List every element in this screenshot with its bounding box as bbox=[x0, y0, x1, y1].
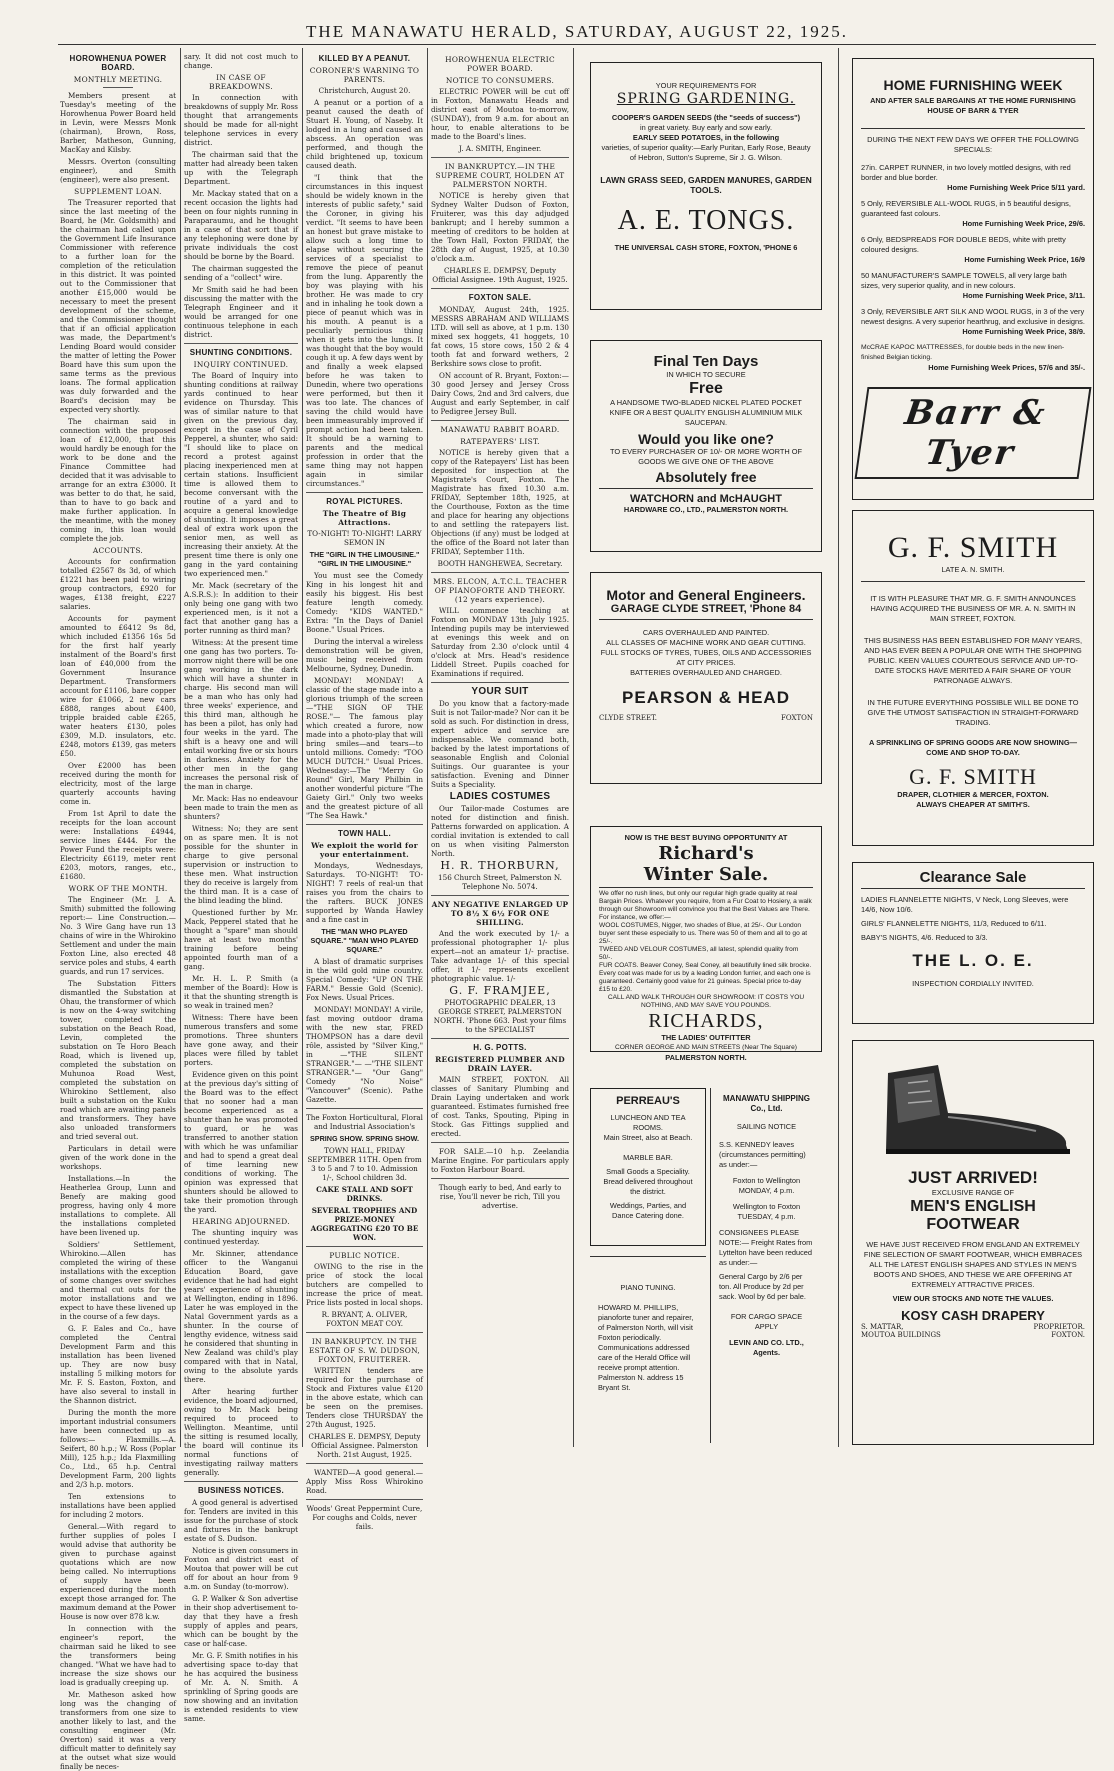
ad-advertiser-name: KOSY CASH DRAPERY bbox=[901, 1308, 1045, 1323]
ad-line: EARLY SEED POTATOES, in the following bbox=[632, 133, 780, 142]
column-shunting bbox=[184, 52, 298, 1723]
paragraph: Members present at Tuesday's meeting of the Horowhenua Power Board held in Levin, were Messrs Monk (chairman), Brown, Ross, Barber, Matheson, Gunning, MacKay and Kilsby. bbox=[60, 91, 176, 154]
section-subheading: ANY NEGATIVE ENLARGED UP TO 8½ X 6½ FOR ONE SHILLING. bbox=[431, 900, 569, 927]
paragraph: Mr. H. L. P. Smith (a member of the Board): How is it that the shunting strength is so weak in trained men? bbox=[184, 974, 298, 1010]
article-subheading: We exploit the world for your entertainment. bbox=[311, 841, 418, 859]
ad-line: A HANDSOME TWO-BLADED NICKEL PLATED POCKET KNIFE OR A BEST QUALITY ENGLISH ALUMINIUM MILK SAUCEPAN. bbox=[609, 398, 803, 427]
article-subheading: MONTHLY MEETING. bbox=[73, 75, 163, 84]
paragraph: NOTICE is hereby given that a copy of the Ratepayers' List has been deposited for inspection at the Magistrate's Court, Foxton. The Magistrate has fixed 10.30 a.m. FRIDAY, September 18th, 1925, at the Courthouse, Foxton as the time and place for hearing any objections to and settling the ratepayers list. Objections (if any) must be lodged at the office of the Board not later than FRIDAY, September 11th. bbox=[431, 448, 569, 556]
dateline: Christchurch, August 20. bbox=[318, 86, 411, 95]
ad-heading: SPRING GARDENING. bbox=[616, 91, 796, 107]
column-divider bbox=[427, 48, 428, 1447]
ad-line: varieties, of superior quality:—Early Puritan, Early Rose, Beauty of Hebron, Sutton's Supreme, Sir J. G. Wilson. bbox=[601, 143, 811, 162]
divider bbox=[184, 343, 298, 344]
article-subheading: INQUIRY CONTINUED. bbox=[193, 360, 289, 369]
boot-illustration-icon bbox=[868, 1053, 1078, 1158]
paragraph: MAIN STREET, FOXTON. All classes of Sanitary Plumbing and Drain Laying undertaken and work guaranteed. Estimates furnished free of cost. Tanks, Spouting, Piping in Stock. Gas Fittings supplied and erected. bbox=[431, 1075, 569, 1138]
section-subheading: HEARING ADJOURNED. bbox=[192, 1217, 290, 1226]
ad-heading: HOME FURNISHING WEEK bbox=[883, 77, 1063, 93]
ad-piano-tuning bbox=[590, 1256, 706, 1446]
divider bbox=[431, 1142, 569, 1143]
paragraph: Soldiers' Settlement, Whirokino.—Allen has completed the wiring of these installations with the exception of some changes over switches and thermal cut outs for the motor installations and we expect to have these livened up in the course of a few days. bbox=[60, 1240, 176, 1321]
ad-loe bbox=[852, 862, 1094, 1024]
ad-heading: Would you like one? bbox=[638, 431, 774, 447]
ad-line: THIS BUSINESS HAS BEEN ESTABLISHED FOR MANY YEARS, AND HAS EVER BEEN A POPULAR ONE WITH THE SHOPPING PUBLIC. KEEN VALUES COURTEOUS SERVICE AND UP-TO-DATE STOCKS HAVE MERITED A FAIR SHARE OF YOUR PATRONAGE ALWAYS. bbox=[863, 636, 1083, 685]
divider bbox=[431, 682, 569, 683]
ad-line: 6 Only, BEDSPREADS FOR DOUBLE BEDS, white with pretty coloured designs. bbox=[861, 235, 1066, 254]
paragraph: A good general is advertised for. Tenders are invited in this issue for the purchase of stock and fixtures in the bankrupt estate of S. Dudson. bbox=[184, 1498, 298, 1543]
section-subheading: HOROWHENUA ELECTRIC POWER BOARD. bbox=[445, 55, 555, 73]
ad-line: DURING THE NEXT FEW DAYS WE OFFER THE FOLLOWING SPECIALS: bbox=[861, 128, 1085, 155]
section-subheading: IN BANKRUPTCY. IN THE ESTATE OF S. W. DUDSON, FOXTON, FRUITERER. bbox=[308, 1337, 421, 1364]
ad-line: BATTERIES OVERHAULED AND CHARGED. bbox=[630, 668, 782, 677]
ad-line: 27in. CARPET RUNNER, in two lovely mottled designs, with red border and blue border. bbox=[861, 163, 1071, 182]
ad-line: EXCLUSIVE RANGE OF bbox=[931, 1188, 1015, 1197]
ad-heading: Motor and General Engineers. bbox=[606, 587, 806, 603]
ad-line: YOUR REQUIREMENTS FOR bbox=[655, 81, 757, 90]
paragraph: The Substation Fitters dismantled the Substation at Ohau, the transformer of which is now on the 4-way switching tower, completed the substation on the Beach Road, Levin, completed the substation on Te Horo Beach Road, which is livened up, completed the substation on Muhunoa Road West, completed the substation on Whirokino Settlement, also built a substation on the Kuku road which are awaiting panels and transformers. They have also unloaded transformers and tried several out. bbox=[60, 979, 176, 1141]
signature: J. A. SMITH, Engineer. bbox=[458, 144, 542, 153]
ad-kosy bbox=[852, 1040, 1094, 1445]
paragraph: General.—With regard to further supplies of poles I would advise that authority be given to purchase against quotations which are now being called. No interruptions of supply have been experienced during the month except those arranged for. The maximum demand at the Power House is now over 878 k.w. bbox=[60, 1522, 176, 1621]
signature: CHARLES E. DEMPSY, Deputy Official Assignee. Palmerston North. 21st August, 1925. bbox=[308, 1432, 421, 1459]
signature: BOOTH HANGHEWEA, Secretary. bbox=[437, 559, 563, 568]
paragraph: From 1st April to date the receipts for the loan account were: Installations £4944, service lines £444. For the Power Fund the receipts were: Electricity £6119, meter rent £203, motors, ranges, etc., £1680. bbox=[60, 809, 176, 881]
column-divider bbox=[573, 48, 574, 1447]
section-subheading: NOTICE TO CONSUMERS. bbox=[445, 76, 555, 85]
ad-line: HOWARD M. PHILLIPS, pianoforte tuner and repairer, of Palmerston North, will visit Foxton periodically. Communications addressed care of the Herald Office will receive prompt attention. Palmerston N. address 15 Bryant St. bbox=[598, 1303, 694, 1392]
paragraph: Witness: There have been numerous transfers and some promotions. Three shunters have gone away, and their places were filled by tablet porters. bbox=[184, 1013, 298, 1067]
ad-line: ALWAYS CHEAPER AT SMITH'S. bbox=[916, 800, 1030, 809]
ad-line: IN THE FUTURE EVERYTHING POSSIBLE WILL BE DONE TO GIVE THE UTMOST SATISFACTION IN STRAIGHT-FORWARD TRADING. bbox=[867, 698, 1079, 727]
paragraph: In connection with breakdowns of supply Mr. Ross thought that arrangements should be made for all-night telephone services in every district. bbox=[184, 93, 298, 147]
article-heading: SHUNTING CONDITIONS. bbox=[189, 348, 293, 357]
paragraph: A peanut or a portion of a peanut caused the death of Stuart H. Young, of Naseby. It lodged in a lung and caused an abscess. An operation was performed, and though the child brightened up, toxicum caused death. bbox=[306, 98, 423, 170]
divider bbox=[431, 572, 569, 573]
paragraph: Questioned further by Mr. Mack, Pepperel stated that he thought a "spare" man should have at least two months' training before being appointed fourth man of a gang. bbox=[184, 908, 298, 971]
divider bbox=[306, 492, 423, 493]
cake-stall: CAKE STALL AND SOFT DRINKS. bbox=[316, 1185, 413, 1203]
section-subheading: SUPPLEMENT LOAN. bbox=[74, 187, 162, 196]
paragraph: In connection with the engineer's report, the chairman said he liked to see the transformers being changed. "What we have had to increase the size shows our load is gradually creeping up. bbox=[60, 1624, 176, 1687]
section-subheading: IN CASE OF BREAKDOWNS. bbox=[209, 73, 273, 91]
ad-line: WOOL COSTUMES, Nigger, two shades of Blue, at 25/-. Our London buyer sent these especially to us. There was 50 of them and all to go at 25/-. bbox=[599, 922, 808, 945]
paragraph: Witness: At the present time one gang has two porters. To-morrow night there will be one gang working in the dark which will have a shunter in charge. His second man will be a man who has only had three weeks' experience, and this third man, although he has been a pilot, has only had four weeks in the yard. The shift is a heavy one and will entail working five or six hours in darkness. Anxiety for the other men in the gang increases the personal risk of the man in charge. bbox=[184, 638, 298, 791]
paragraph: Do you know that a factory-made Suit is not Tailor-made? Nor can it be sold as such. For distinction in dress, expert advice and service are indispensable. We command both, backed by the latest importations of seasonable English and Colonial Suitings. Our guarantee is your satisfaction. Evening and Dinner Suits a Speciality. bbox=[431, 699, 569, 789]
paragraph: The chairman said that the matter had already been taken up with the Telegraph Department. bbox=[184, 150, 298, 186]
ad-price: Home Furnishing Week Price, 38/9. bbox=[962, 327, 1085, 336]
ad-heading: Final Ten Days bbox=[653, 353, 759, 370]
ad-heading: PIANO TUNING. bbox=[620, 1283, 676, 1292]
paragraph: During the month the more important industrial consumers have been connected up as follows:— Flaxmills.—A. Seifert, 80 h.p.; W. Ross (Poplar Mill), 125 h.p.; Ida Flaxmilling Co., Ltd., 65 h.p. Central Development Farm, 200 lights and 2/3 h.p. motors. bbox=[60, 1408, 176, 1489]
ad-line: PALMERSTON NORTH. bbox=[665, 1053, 747, 1062]
divider bbox=[103, 87, 133, 88]
paragraph: Though early to bed, And early to rise, You'll never be rich, Till you advertise. bbox=[438, 1183, 562, 1210]
paragraph: NOTICE is hereby given that Sydney Walter Dudson of Foxton, Fruiterer, was this day adjudged bankrupt; and I hereby summon a meeting of creditors to be holden at the Town Hall, Foxton FRIDAY, the 28th day of August, 1925, at 10.30 o'clock a.m. bbox=[431, 191, 569, 263]
paragraph: Mr. Skinner, attendance officer to the Wanganui Education Board, gave evidence that he had had eight years' experience of shunting at Wellington, ending in 1896. Later he was employed in the Natal Government yards as a shunter. In the course of lengthy evidence, witness said he considered that shunting in New Zealand was child's play compared with that in Natal, owing to the absolute yards there. bbox=[184, 1249, 298, 1384]
ad-line: THE LADIES' OUTFITTER bbox=[661, 1033, 751, 1042]
ad-line: AND AFTER SALE BARGAINS AT THE HOME FURNISHING HOUSE OF BARR & TYER bbox=[870, 96, 1076, 115]
ad-line: General Cargo by 2/6 per ton. All Produce by 2d per sack. Wool by 6d per bale. bbox=[719, 1272, 806, 1301]
ad-footer bbox=[599, 714, 813, 722]
ad-line: COOPER'S GARDEN SEEDS (the "seeds of success") bbox=[611, 113, 801, 122]
paragraph: ON account of R. Bryant, Foxton:—30 good Jersey and Jersey Cross Dairy Cows, 2nd and 3rd calvers, due August and early September, in calf to Pedigree Jersey Bull. bbox=[431, 371, 569, 416]
ad-line: LEVIN AND CO. LTD., Agents. bbox=[729, 1338, 804, 1357]
ad-heading: FOOTWEAR bbox=[926, 1216, 1020, 1233]
divider bbox=[431, 895, 569, 896]
paragraph: MONDAY! MONDAY! A virile, fast moving outdoor drama with the new star, FRED THOMPSON has a dare devil rôle, assisted by "Silver King," in —"THE SILENT STRANGER."— —"THE SILENT STRANGER."— "Our Gang" Comedy "No Noise" "Vancouver" (Scenic). Pathe Gazette. bbox=[306, 1005, 423, 1104]
ad-heading: MANAWATU SHIPPING Co., Ltd. bbox=[723, 1094, 810, 1113]
paragraph: Mr. Mack (secretary of the A.S.R.S.): In addition to their only being one gang with two experienced men, is it not a fact that another gang has a porter running as third man? bbox=[184, 581, 298, 635]
ad-line: Foxton to Wellington MONDAY, 4 p.m. bbox=[732, 1176, 801, 1195]
ad-advertiser-name: WATCHORN and McHAUGHT bbox=[630, 493, 782, 505]
paragraph: "I think that the circumstances in this inquest should be widely known in the interests of public safety," said the Coroner, in giving his verdict. "It seems to have been an honest but grave mistake to allow such a long time to elapse without securing the services of a specialist to remove the piece of peanut from the lung. Apparently the boy was playing with his brother. He was made to cry and in inhaling he took down a piece of peanut which was in his mouth. A peanut is a peculiarly pernicious thing when it gets into the lungs. It was thought that the boy would cough it up. A few days went by and finally a week elapsed before he was taken to Dunedin, where two operations were performed, but then it was too late. The chances of saving the child would have been immeasurably improved if prompt action had been taken. It should be a warning to parents and the medical profession in order that the same thing may not happen again in similar circumstances." bbox=[306, 173, 423, 488]
ad-heading: Richard's bbox=[658, 843, 754, 864]
ad-line: IN WHICH TO SECURE bbox=[666, 370, 746, 379]
ad-price: Home Furnishing Week Price 5/11 yard. bbox=[947, 183, 1085, 192]
paragraph: The chairman said in connection with the proposed loan of £12,000, that this would hardly be enough for the work to be done and the Finance Committee had decided that it was advisable to arrange for an extra £3000. It was better to do that, he said, than to have to go back and make further application. In the meantime, with the money coming in, this loan would complete the job. bbox=[60, 417, 176, 543]
paragraph: Accounts for confirmation totalled £2567 8s 3d, of which £1221 has been paid to wiring group contractors, £920 for wages, £138 freight, £227 salaries. bbox=[60, 557, 176, 611]
ad-shipping bbox=[710, 1088, 822, 1443]
ad-line: 5 Only, REVERSIBLE ALL-WOOL RUGS, in 5 beautiful designs, guaranteed fast colours. bbox=[861, 199, 1071, 218]
column-notices bbox=[431, 52, 569, 1442]
paragraph: TO-NIGHT! TO-NIGHT! LARRY SEMON IN bbox=[307, 529, 422, 547]
ad-line: LAWN GRASS SEED, GARDEN MANURES, GARDEN TOOLS. bbox=[600, 175, 812, 195]
divider bbox=[306, 1332, 423, 1333]
paragraph: Over £2000 has been received during the month for electricity, most of the large quarterly accounts having come in. bbox=[60, 761, 176, 806]
show-title: SPRING SHOW. SPRING SHOW. bbox=[309, 1134, 420, 1143]
section-subheading: WORK OF THE MONTH. bbox=[68, 884, 168, 893]
article-heading: HOROWHENUA POWER BOARD. bbox=[69, 54, 167, 72]
article-heading: FOXTON SALE. bbox=[468, 293, 532, 302]
section-subheading: IN BANKRUPTCY.—IN THE SUPREME COURT, HOLDEN AT PALMERSTON NORTH. bbox=[435, 162, 565, 189]
ad-heading: Free bbox=[689, 380, 723, 397]
ad-richards bbox=[590, 826, 822, 1062]
ad-price: Home Furnishing Week Price, 16/9 bbox=[964, 255, 1085, 264]
ad-line: FOR CARGO SPACE APPLY bbox=[730, 1312, 803, 1331]
ad-line: IT IS WITH PLEASURE THAT MR. G. F. SMITH ANNOUNCES HAVING ACQUIRED THE BUSINESS OF MR. A. N. SMITH IN MAIN STREET, FOXTON. bbox=[870, 594, 1076, 623]
divider bbox=[306, 824, 423, 825]
advertiser-name: H. R. THORBURN, bbox=[440, 859, 560, 872]
section-subheading: ACCOUNTS. bbox=[92, 546, 144, 555]
ad-line: VIEW OUR STOCKS AND NOTE THE VALUES. bbox=[892, 1294, 1054, 1303]
barr-tyer-logo: Barr & Tyer bbox=[855, 387, 1092, 479]
ad-barr-tyer bbox=[852, 58, 1094, 500]
ad-heading: GARAGE CLYDE STREET, 'Phone 84 bbox=[599, 603, 813, 620]
ad-line: LUNCHEON AND TEA ROOMS. bbox=[610, 1113, 686, 1132]
ad-line: CARS OVERHAULED AND PAINTED. bbox=[642, 628, 770, 637]
paragraph: The shunting inquiry was continued yesterday. bbox=[184, 1228, 298, 1246]
ad-line: We offer no rush lines, but only our regular high grade quality at real Bargain Prices. Whatever you require, from a Fur Coat to Hosiery, a walk through our Showroom will convince you that the Best Values are There. For instance, we offer:— bbox=[599, 890, 812, 921]
barr-tyer-logo-wrap bbox=[861, 387, 1085, 479]
article-heading: KILLED BY A PEANUT. bbox=[318, 54, 411, 63]
paragraph: WILL commence teaching at Foxton on MONDAY 13th July 1925. Intending pupils may be interviewed at evenings this week and on Saturday from 2.30 o'clock until 4 o'clock at Mrs. Head's residence Liddell Street. Pupils coached for Examinations if required. bbox=[431, 606, 569, 678]
film-title: THE "MAN WHO PLAYED SQUARE." "MAN WHO PLAYED SQUARE." bbox=[310, 927, 419, 954]
divider bbox=[306, 1246, 423, 1247]
ad-line: 3 Only, REVERSIBLE ART SILK AND WOOL RUGS, in 3 of the very newest designs. A very superior hearthrug, and exclusive in designs. bbox=[861, 307, 1085, 326]
ad-line: 50 MANUFACTURER'S SAMPLE TOWELS, all very large bath sizes, very superior quality, and in new colours. bbox=[861, 271, 1067, 290]
article-subheading: CORONER'S WARNING TO PARENTS. bbox=[309, 66, 420, 84]
ad-line: FUR COATS. Beaver Coney, Seal Coney, all beautifully lined silk brocke. Every coat was made for us by a leading London furrier, and each one is guaranteed. Certainly good value for 21 guineas. Special price to-day £15 to £20. bbox=[599, 962, 812, 993]
paragraph: MONDAY! MONDAY! A classic of the stage made into a glorious triumph of the screen —"THE SIGN OF THE ROSE."— The famous play which created a furore, now made into a photo-play that will bring smiles—and tears—to untold millions. Comedy: "TOO MUCH DUTCH." Usual Prices. Wednesday:—The "Merry Go Round" Girl, Mary Philbin in another wonderful picture "The Gaiety Girl." Only two weeks and the greatest picture of all "The Sea Hawk." bbox=[306, 676, 423, 820]
ad-footer bbox=[861, 1331, 1085, 1339]
paragraph: PHOTOGRAPHIC DEALER, 13 GEORGE STREET, PALMERSTON NORTH. 'Phone 663. Post your films to the SPECIALIST bbox=[433, 998, 567, 1034]
paragraph: And the work executed by 1/- a professional photographer 1/- plus expert—not an amateur 1/- practise. Take advantage 1/- of this special offer, it 1/- represents excellent photographic value. 1/- bbox=[431, 929, 569, 983]
ad-line: WE HAVE JUST RECEIVED FROM ENGLAND AN EXTREMELY FINE SELECTION OF SMART FOOTWEAR, WHICH EMBRACES ALL THE LATEST ENGLISH SHAPES AND STYLES IN MEN'S BOOTS AND SHOES, AND THESE WE ARE OFFERING AT EXTREMELY ATTRACTIVE PRICES. bbox=[863, 1240, 1083, 1289]
paragraph: The Foxton Horticultural, Floral and Industrial Association's bbox=[306, 1113, 423, 1131]
film-title: THE "GIRL IN THE LIMOUSINE." "GIRL IN THE LIMOUSINE." bbox=[309, 550, 420, 568]
article-heading: ROYAL PICTURES. bbox=[326, 497, 403, 506]
paragraph: ELECTRIC POWER will be cut off in Foxton, Manawatu Heads and district east of Moutoa to-morrow, (SUNDAY), from 9 a.m. for about an hour, to enable alterations to be made to the Board's lines. bbox=[431, 87, 569, 141]
article-heading: TOWN HALL. bbox=[337, 829, 392, 838]
paragraph: You must see the Comedy King in his longest hit and easily his biggest. His best feature length comedy. Comedy: "KIDS WANTED." Extra: "In the Days of Daniel Boone." Usual Prices. bbox=[306, 571, 423, 634]
paragraph: Mr. Mack: Has no endeavour been made to train the men as shunters? bbox=[184, 794, 298, 821]
signature: R. BRYANT, A. OLIVER, FOXTON MEAT COY. bbox=[321, 1310, 408, 1328]
paragraph: Mr. G. F. Smith notifies in his advertising space to-day that he has acquired the business of Mr. A. N. Smith. A sprinkling of Spring goods are now showing and an invitation is extended residents to view same. bbox=[184, 1651, 298, 1723]
ad-heading: PERREAU'S bbox=[616, 1095, 680, 1107]
column-divider bbox=[180, 48, 181, 1447]
paragraph: Mondays, Wednesdays, Saturdays. TO-NIGHT! TO-NIGHT! 7 reels of real-un that raises you from the chairs to the rafters. BUCK JONES supported by Wanda Hawley and a fine cast in bbox=[306, 861, 423, 924]
advertiser-name: G. F. FRAMJEE, bbox=[449, 984, 551, 997]
ad-line: GIRLS' FLANNELETTE NIGHTS, 11/3, Reduced to 6/11. bbox=[861, 919, 1047, 928]
ad-heading: Absolutely free bbox=[599, 469, 813, 489]
ad-line: BABY'S NIGHTS, 4/6. Reduced to 3/3. bbox=[861, 933, 988, 942]
paragraph: Our Tailor-made Costumes are noted for distinction and finish. Patterns forwarded on application. A cordial invitation is extended to call on us when visiting Palmerston North. bbox=[431, 804, 569, 858]
ad-line: CALL AND WALK THROUGH OUR SHOWROOM: IT COSTS YOU NOTHING, AND MAY SAVE YOU POUNDS. bbox=[607, 994, 805, 1009]
ad-line: S.S. KENNEDY leaves (circumstances permitting) as under:— bbox=[719, 1140, 806, 1169]
ad-line: THE UNIVERSAL CASH STORE, FOXTON, 'PHONE 6 bbox=[614, 243, 798, 252]
ad-advertiser-name: PEARSON & HEAD bbox=[622, 688, 790, 707]
ad-perreau bbox=[590, 1088, 706, 1246]
masthead-rule bbox=[58, 44, 1096, 45]
paragraph: Mr. Mackay stated that on a recent occasion the lights had been on four nights running in Paraparaumu, and he thought in a case of that sort that if any telephoning were done by private individuals the cost should be borne by the Board. bbox=[184, 189, 298, 261]
divider bbox=[306, 1463, 423, 1464]
ad-line: Weddings, Parties, and Dance Catering done. bbox=[609, 1201, 687, 1220]
article-heading: LADIES COSTUMES bbox=[449, 791, 551, 802]
divider bbox=[306, 1499, 423, 1500]
paragraph: sary. It did not cost much to change. bbox=[184, 52, 298, 70]
paragraph: Witness: No; they are sent on as spare men. It is not possible for the shunter in charge to give personal supervision or instruction to these men. What instruction they do receive is largely from the third man. It is a case of the blind leading the blind. bbox=[184, 824, 298, 905]
section-subheading: RATEPAYERS' LIST. bbox=[460, 437, 540, 446]
paragraph: Particulars in detail were given of the work done in the workshops. bbox=[60, 1144, 176, 1171]
ad-line: LATE A. N. SMITH. bbox=[861, 565, 1085, 582]
divider bbox=[306, 1108, 423, 1109]
article-heading: BUSINESS NOTICES. bbox=[197, 1486, 284, 1495]
paragraph: Ten extensions to installations have been applied for including 2 motors. bbox=[60, 1492, 176, 1519]
ad-line: SAILING NOTICE bbox=[736, 1122, 797, 1131]
ad-line: FULL STOCKS OF TYRES, TUBES, OILS AND ACCESSORIES AT CITY PRICES. bbox=[600, 648, 812, 667]
ad-gf-smith bbox=[852, 510, 1094, 846]
paragraph: WRITTEN tenders are required for the purchase of Stock and Fixtures value £120 in the above estate, which can be seen on the premises. Tenders close THURSDAY the 27th August, 1925. bbox=[306, 1366, 423, 1429]
paragraph: Messrs. Overton (consulting engineer), and Smith (engineer), were also present. bbox=[60, 157, 176, 184]
ad-line: FOXTON. bbox=[1051, 1331, 1085, 1339]
paragraph: G. F. Eales and Co., have completed the Central Development Farm and this installation has been livened up. They are now busy installing 5 milking motors for Mr. F. S. Easton, Foxton, and have also several to install in the Shannon district. bbox=[60, 1324, 176, 1405]
trophies: SEVERAL TROPHIES AND PRIZE-MONEY AGGREGATING £20 TO BE WON. bbox=[310, 1206, 419, 1242]
section-subheading: PUBLIC NOTICE. bbox=[329, 1251, 400, 1260]
ad-line: Small Goods a Speciality. Bread delivered throughout the district. bbox=[603, 1167, 693, 1196]
divider bbox=[431, 288, 569, 289]
ad-line: HARDWARE CO., LTD., PALMERSTON NORTH. bbox=[623, 505, 789, 514]
paragraph: TOWN HALL, FRIDAY SEPTEMBER 11TH. Open from 3 to 5 and 7 to 10. Admission 1/-, School children 3d. bbox=[307, 1146, 422, 1182]
column-divider bbox=[838, 48, 839, 1447]
ad-line: McCRAE KAPOC MATTRESSES, for double beds in the new linen-finished Belgian ticking. bbox=[861, 344, 1065, 361]
ad-heading: Winter Sale. bbox=[599, 864, 813, 888]
section-subheading: REGISTERED PLUMBER AND DRAIN LAYER. bbox=[435, 1055, 565, 1073]
divider bbox=[431, 157, 569, 158]
article-heading: YOUR SUIT bbox=[471, 686, 529, 697]
ad-line: TO EVERY PURCHASER OF 10/- OR MORE WORTH OF GOODS WE GIVE ONE OF THE ABOVE bbox=[609, 447, 803, 466]
ad-line: TWEED AND VELOUR COSTUMES, all latest, splendid quality from 50/-. bbox=[599, 946, 799, 961]
paragraph: Woods' Great Peppermint Cure, For coughs and Colds, never fails. bbox=[306, 1504, 423, 1531]
ad-line: CLYDE STREET. bbox=[599, 714, 657, 722]
ad-line: LADIES FLANNELETTE NIGHTS, V Neck, Long Sleeves, were 14/6, Now 10/6. bbox=[861, 895, 1069, 914]
ad-advertiser-name: RICHARDS, bbox=[648, 1010, 764, 1032]
ad-line: ALL CLASSES OF MACHINE WORK AND GEAR CUTTING. bbox=[606, 638, 806, 647]
ad-price: Home Furnishing Week Price, 29/6. bbox=[962, 219, 1085, 228]
paragraph: The Treasurer reported that since the last meeting of the Board, he (Mr. Goldsmith) and the chairman had called upon the Government Life Insurance Commissioner with reference to a further loan for the completion of the reticulation in this district. It was pointed out to the Commissioner that another £15,000 would be necessary to meet the present development of the scheme, and the Commissioner thought that if an official application was made, the Department's Lending Board would consider the matter of letting the Power Board have this sum upon the same terms as the previous loans. The formal application was duly forwarded and the Board's decision may be expected very shortly. bbox=[60, 198, 176, 414]
section-subheading: MANAWATU RABBIT BOARD. bbox=[440, 425, 560, 434]
divider bbox=[431, 1178, 569, 1179]
ad-line: A SPRINKLING OF SPRING GOODS ARE NOW SHOWING—COME AND SHOP TO-DAY. bbox=[868, 738, 1078, 757]
ad-line: CONSIGNEES PLEASE NOTE:— Freight Rates from Lyttelton have been reduced as under:— bbox=[719, 1228, 813, 1267]
ad-heading: JUST ARRIVED! bbox=[908, 1168, 1038, 1187]
paragraph: FOR SALE.—10 h.p. Zeelandia Marine Engine. For particulars apply to Foxton Harbour Board. bbox=[431, 1147, 569, 1174]
ad-line: Wellington to Foxton TUESDAY, 4 p.m. bbox=[732, 1202, 801, 1221]
paragraph: Mr. Matheson asked how long was the changing of transformers from one size to another likely to last, and the consulting engineer (Mr. Overton) said it was a very difficult matter to definitely say at the outset what size would finally be neces- bbox=[60, 1690, 176, 1771]
ad-line: FOXTON bbox=[781, 714, 813, 722]
ad-advertiser-name: G. F. SMITH bbox=[909, 764, 1037, 789]
paragraph: A blast of dramatic surprises in the wild gold mine country. Special Comedy: "UP ON THE FARM." Bessie Gold (Scenic). Fox News. Usual Prices. bbox=[306, 957, 423, 1002]
masthead: THE MANAWATU HERALD, SATURDAY, AUGUST 22, 1925. bbox=[306, 22, 848, 41]
paragraph: During the interval a wireless demonstration will be given, music being received from Melbourne, Sydney, Dunedin. bbox=[306, 637, 423, 673]
ad-line: CORNER GEORGE AND MAIN STREETS (Near The Square) bbox=[615, 1044, 797, 1051]
ad-advertiser-name: A. E. TONGS. bbox=[617, 205, 795, 236]
ad-watchorn bbox=[590, 340, 822, 552]
article-subheading: The Theatre of Big Attractions. bbox=[322, 509, 407, 527]
ad-line: INSPECTION CORDIALLY INVITED. bbox=[912, 979, 1034, 988]
paragraph: 156 Church Street, Palmerston N. Telephone No. 5074. bbox=[438, 873, 562, 891]
ad-pearson-head bbox=[590, 572, 822, 784]
ad-price: Home Furnishing Week Price, 3/11. bbox=[962, 291, 1085, 300]
ad-line: DRAPER, CLOTHIER & MERCER, FOXTON. bbox=[897, 790, 1049, 799]
ad-line: PROPRIETOR. bbox=[1033, 1323, 1085, 1331]
section-subheading: MRS. ELCON, A.T.C.L. TEACHER OF PIANOFORTE AND THEORY. (12 years experience). bbox=[433, 577, 567, 604]
column-power-board bbox=[60, 52, 176, 1771]
paragraph: G. P. Walker & Son advertise in their shop advertisement to-day that they have a fresh supply of apples and pears, which can be bought by the case or half-case. bbox=[184, 1594, 298, 1648]
divider bbox=[431, 1038, 569, 1039]
paragraph: WANTED—A good general.— Apply Miss Ross Whirokino Road. bbox=[306, 1468, 423, 1495]
paragraph: OWING to the rise in the price of stock the local butchers are compelled to increase the price of meat. Price lists posted in local shops. bbox=[306, 1262, 423, 1307]
paragraph: The chairman suggested the sending of a "collect" wire. bbox=[184, 264, 298, 282]
ad-heading: MEN'S ENGLISH bbox=[910, 1198, 1036, 1215]
signature: CHARLES E. DEMPSY, Deputy Official Assignee. 19th August, 1925. bbox=[432, 266, 568, 284]
ad-line: MARBLE BAR. bbox=[623, 1153, 673, 1162]
ad-tongs bbox=[590, 62, 822, 310]
paragraph: Evidence given on this point at the previous day's sitting of the Board was to the effect that no sooner had a man become experienced as a shunter than he was promoted to guard, or he was transferred to another station with which he was unfamiliar and had to spend a great deal of time learning new conditions of working. The opinion was expressed that shunters should be allowed to take their promotion through the yard. bbox=[184, 1070, 298, 1214]
paragraph: After hearing further evidence, the board adjourned, owing to Mr. Mack being required to proceed to Wellington. Meantime, until the sitting is resumed locally, the board will continue its normal functions of investigating railway matters generally. bbox=[184, 1387, 298, 1477]
paragraph: Mr Smith said he had been discussing the matter with the Telegraph Engineer and it would be arranged for one continuous telephone in each district. bbox=[184, 285, 298, 339]
ad-heading: Clearance Sale bbox=[861, 869, 1085, 889]
divider bbox=[431, 420, 569, 421]
ad-advertiser-name: G. F. SMITH bbox=[887, 531, 1059, 564]
ad-line: NOW IS THE BEST BUYING OPPORTUNITY AT bbox=[624, 833, 788, 842]
ad-footer bbox=[861, 1323, 1085, 1331]
column-peanut-pictures bbox=[306, 52, 423, 1531]
ad-line: MOUTOA BUILDINGS bbox=[861, 1331, 941, 1339]
ad-line: S. MATTAR, bbox=[861, 1323, 904, 1331]
ad-price: Home Furnishing Week Prices, 57/6 and 35/-. bbox=[928, 363, 1085, 372]
ad-line: Main Street, also at Beach. bbox=[603, 1133, 693, 1142]
column-divider bbox=[302, 48, 303, 1447]
divider bbox=[184, 1481, 298, 1482]
paragraph: Notice is given consumers in Foxton and district east of Moutoa that power will be cut off for about an hour from 9 a.m. on Sunday (to-morrow). bbox=[184, 1546, 298, 1591]
article-heading: H. G. POTTS. bbox=[473, 1043, 527, 1052]
paragraph: MONDAY, August 24th, 1925. MESSRS ABRAHAM AND WILLIAMS LTD. will sell as above, at 1 p.m. 130 mixed sex hoggets, 41 hoggets, 10 fat cows, 15 store cows, 150 2 & 4 tooth fat and forward wethers, 2 Berkshire sows close to profit. bbox=[431, 305, 569, 368]
paragraph: The Board of Inquiry into shunting conditions at railway yards continued to hear evidence on Thursday. This was of similar nature to that given on the previous day, except in the case of Cyril Pepperel, a shunter, who said: "I should like to place on record a protest against placing inexperienced men at certain stations. Insufficient time is allowed them to become conversant with the routine of a yard and to acquire a general knowledge of shunting. It imposes a great deal of extra work upon the senior men, as well as increasing their anxiety. At the present time there is only one gang in the yard containing two experienced men." bbox=[184, 371, 298, 578]
paragraph: The Engineer (Mr. J. A. Smith) submitted the following report:— Line Construction.—No. 3 Wire Gang have run 13 chains of wire in the Whirokino Settlement and under the main Foxton Line, also erected 48 service poles and stubs, 4 earth guards, and run 17 services. bbox=[60, 895, 176, 976]
ad-advertiser-name: THE L. O. E. bbox=[912, 951, 1034, 970]
ad-line: in great variety. Buy early and sow early. bbox=[640, 123, 772, 132]
paragraph: Installations.—In the Heatherlea Group, Lunn and Benefy are making good progress, having only 4 more installations to complete. All the installations completed have been livened up. bbox=[60, 1174, 176, 1237]
paragraph: Accounts for payment amounted to £6412 9s 8d, which included £1356 16s 5d for the first half yearly instalment of the Board's first loan of £40,000 from the Government Insurance Department. Transformers account for £1106, bare copper wire for £1066, 2 new cars £888, ranges about £400, tripple braided cable £265, water heaters £130, poles £309, M.D. insulators, etc. £248, motors £139, gas meters £50. bbox=[60, 614, 176, 758]
